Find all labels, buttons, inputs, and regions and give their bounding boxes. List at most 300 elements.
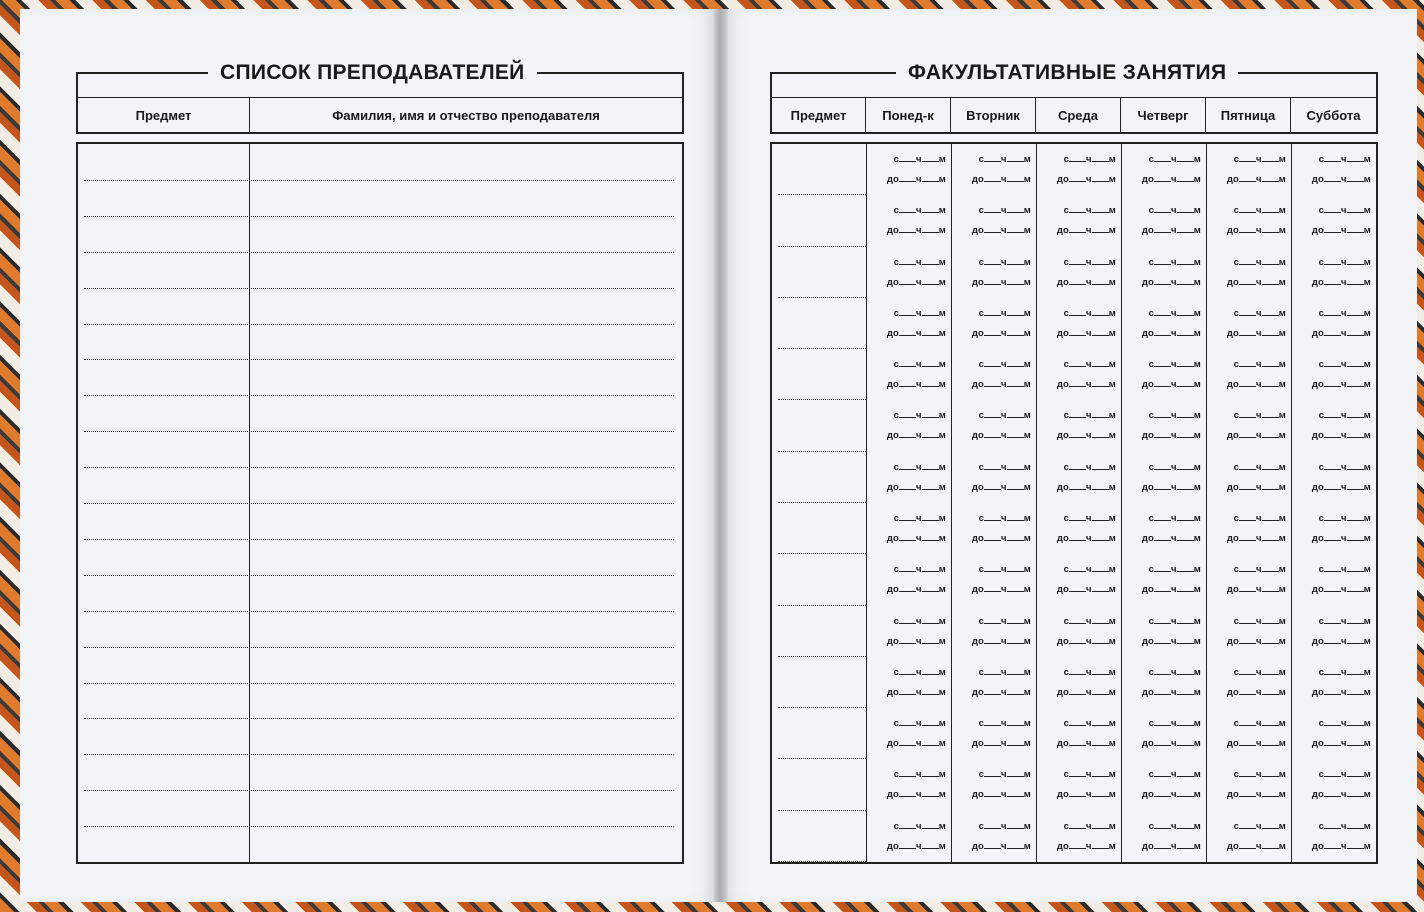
- time-to-line: до ч м: [1141, 481, 1201, 493]
- time-from-line: с ч м: [1148, 512, 1201, 524]
- time-from-line: с ч м: [1318, 718, 1371, 730]
- elective-subject-cell[interactable]: [772, 554, 866, 605]
- time-slot[interactable]: [1121, 247, 1206, 298]
- time-slot[interactable]: [1291, 759, 1376, 810]
- time-slot[interactable]: [866, 657, 951, 708]
- time-slot[interactable]: [866, 503, 951, 554]
- time-to-line: до ч м: [1226, 840, 1286, 852]
- time-to-line: до ч м: [1226, 225, 1286, 237]
- time-from-line: с ч м: [1318, 820, 1371, 832]
- time-from-line: с ч м: [1063, 512, 1116, 524]
- time-from-line: с ч м: [1318, 461, 1371, 473]
- time-to-line: до ч м: [1226, 686, 1286, 698]
- time-slot[interactable]: [951, 606, 1036, 657]
- time-from-line: с ч м: [1318, 564, 1371, 576]
- time-to-line: до ч м: [1311, 789, 1371, 801]
- elective-subject-cell[interactable]: [772, 195, 866, 246]
- writing-line: [84, 324, 674, 325]
- time-to-line: до ч м: [1141, 789, 1201, 801]
- time-to-line: до ч м: [971, 532, 1031, 544]
- time-to-line: до ч м: [1311, 738, 1371, 750]
- time-to-line: до ч м: [1056, 327, 1116, 339]
- writing-line: [84, 647, 674, 648]
- time-to-line: до ч м: [1056, 379, 1116, 391]
- column-header-6: Суббота: [1306, 107, 1361, 123]
- time-slot[interactable]: [1036, 606, 1121, 657]
- time-from-line: с ч м: [893, 205, 946, 217]
- time-from-line: с ч м: [1148, 154, 1201, 165]
- time-to-line: до ч м: [1056, 738, 1116, 750]
- time-to-line: до ч м: [971, 789, 1031, 801]
- time-from-line: с ч м: [893, 307, 946, 319]
- time-slot[interactable]: [1206, 606, 1291, 657]
- time-slot[interactable]: [1121, 195, 1206, 246]
- writing-line: [84, 252, 674, 253]
- time-slot[interactable]: [1291, 298, 1376, 349]
- column-header-0: Предмет: [772, 98, 866, 132]
- time-from-line: с ч м: [1233, 410, 1286, 422]
- time-slot[interactable]: [951, 452, 1036, 503]
- time-to-line: до ч м: [971, 327, 1031, 339]
- time-from-line: с ч м: [893, 154, 946, 165]
- electives-header-row: [772, 97, 1376, 132]
- time-to-line: до ч м: [1311, 584, 1371, 596]
- elective-subject-cell[interactable]: [772, 452, 866, 503]
- time-from-line: с ч м: [893, 410, 946, 422]
- column-header-5: Пятница: [1206, 98, 1291, 132]
- time-to-line: до ч м: [1226, 276, 1286, 288]
- time-from-line: с ч м: [1233, 154, 1286, 165]
- time-slot[interactable]: [1206, 657, 1291, 708]
- time-to-line: до ч м: [1056, 686, 1116, 698]
- elective-subject-cell[interactable]: [772, 708, 866, 759]
- time-from-line: с ч м: [1063, 718, 1116, 730]
- time-slot[interactable]: [1121, 298, 1206, 349]
- time-slot[interactable]: [866, 708, 951, 759]
- book-spine-shadow: [714, 9, 728, 902]
- time-slot[interactable]: [1036, 759, 1121, 810]
- time-from-line: с ч м: [893, 718, 946, 730]
- time-slot[interactable]: [1036, 503, 1121, 554]
- electives-title: ФАКУЛЬТАТИВНЫЕ ЗАНЯТИЯ: [896, 61, 1238, 85]
- time-from-line: с ч м: [1148, 615, 1201, 627]
- time-slot[interactable]: [1206, 195, 1291, 246]
- time-to-line: до ч м: [971, 686, 1031, 698]
- column-header-1: Понед-к: [866, 98, 951, 132]
- time-slot[interactable]: [951, 708, 1036, 759]
- time-from-line: с ч м: [893, 461, 946, 473]
- time-from-line: с ч м: [1148, 410, 1201, 422]
- time-from-line: с ч м: [978, 256, 1031, 268]
- time-to-line: до ч м: [971, 276, 1031, 288]
- time-from-line: с ч м: [893, 769, 946, 781]
- time-slot[interactable]: [1291, 606, 1376, 657]
- writing-line: [84, 539, 674, 540]
- time-to-line: до ч м: [971, 225, 1031, 237]
- time-from-line: с ч м: [978, 205, 1031, 217]
- time-to-line: до ч м: [1311, 840, 1371, 852]
- time-slot[interactable]: [1206, 554, 1291, 605]
- time-slot[interactable]: [1206, 349, 1291, 400]
- time-from-line: с ч м: [1063, 666, 1116, 678]
- time-to-line: до ч м: [1141, 225, 1201, 237]
- time-slot[interactable]: [1291, 503, 1376, 554]
- time-slot[interactable]: [951, 759, 1036, 810]
- time-slot[interactable]: [1121, 144, 1206, 195]
- time-from-line: с ч м: [1318, 359, 1371, 371]
- time-slot[interactable]: [1036, 452, 1121, 503]
- time-from-line: с ч м: [1148, 205, 1201, 217]
- time-from-line: с ч м: [978, 359, 1031, 371]
- writing-line: [84, 431, 674, 432]
- time-to-line: до ч м: [886, 174, 946, 185]
- elective-subject-cell[interactable]: [772, 144, 866, 195]
- time-slot[interactable]: [866, 298, 951, 349]
- time-to-line: до ч м: [1056, 532, 1116, 544]
- time-to-line: до ч м: [886, 327, 946, 339]
- writing-line: [84, 611, 674, 612]
- column-header-4: Четверг: [1121, 98, 1206, 132]
- elective-subject-cell[interactable]: [772, 657, 866, 708]
- time-to-line: до ч м: [971, 584, 1031, 596]
- time-from-line: с ч м: [1148, 461, 1201, 473]
- time-from-line: с ч м: [1318, 666, 1371, 678]
- time-from-line: с ч м: [1148, 718, 1201, 730]
- column-header-subject: Предмет: [78, 98, 250, 132]
- writing-line: [84, 575, 674, 576]
- time-slot[interactable]: [951, 503, 1036, 554]
- elective-subject-cell[interactable]: [772, 400, 866, 451]
- time-slot[interactable]: [1036, 195, 1121, 246]
- time-slot[interactable]: [1121, 349, 1206, 400]
- time-to-line: до ч м: [1311, 276, 1371, 288]
- writing-line: [84, 718, 674, 719]
- time-to-line: до ч м: [1226, 174, 1286, 185]
- time-to-line: до ч м: [886, 276, 946, 288]
- time-to-line: до ч м: [1056, 225, 1116, 237]
- time-from-line: с ч м: [978, 820, 1031, 832]
- time-slot[interactable]: [951, 811, 1036, 862]
- time-from-line: с ч м: [1233, 461, 1286, 473]
- time-slot[interactable]: [951, 144, 1036, 195]
- time-to-line: до ч м: [886, 686, 946, 698]
- time-slot[interactable]: [1121, 452, 1206, 503]
- time-slot[interactable]: [1291, 144, 1376, 195]
- time-slot[interactable]: [1291, 657, 1376, 708]
- time-to-line: до ч м: [1141, 430, 1201, 442]
- time-to-line: до ч м: [1141, 532, 1201, 544]
- elective-subject-cell[interactable]: [772, 349, 866, 400]
- time-to-line: до ч м: [1141, 327, 1201, 339]
- time-to-line: до ч м: [1226, 635, 1286, 647]
- time-from-line: с ч м: [978, 307, 1031, 319]
- time-to-line: до ч м: [1226, 430, 1286, 442]
- time-from-line: с ч м: [978, 564, 1031, 576]
- time-slot[interactable]: [1291, 811, 1376, 862]
- time-from-line: с ч м: [1318, 512, 1371, 524]
- time-slot[interactable]: [866, 606, 951, 657]
- time-from-line: с ч м: [1063, 615, 1116, 627]
- time-from-line: с ч м: [1148, 666, 1201, 678]
- time-to-line: до ч м: [1056, 174, 1116, 185]
- time-slot[interactable]: [1291, 349, 1376, 400]
- time-from-line: с ч м: [1063, 205, 1116, 217]
- time-to-line: до ч м: [1056, 789, 1116, 801]
- time-from-line: с ч м: [1148, 256, 1201, 268]
- time-from-line: с ч м: [978, 461, 1031, 473]
- time-slot[interactable]: [951, 195, 1036, 246]
- time-slot[interactable]: [1036, 349, 1121, 400]
- time-from-line: с ч м: [1233, 666, 1286, 678]
- time-to-line: до ч м: [886, 532, 946, 544]
- time-slot[interactable]: [866, 554, 951, 605]
- time-to-line: до ч м: [886, 635, 946, 647]
- time-slot[interactable]: [951, 349, 1036, 400]
- time-from-line: с ч м: [1063, 769, 1116, 781]
- time-to-line: до ч м: [1311, 430, 1371, 442]
- writing-line: [84, 288, 674, 289]
- time-to-line: до ч м: [1141, 738, 1201, 750]
- time-to-line: до ч м: [971, 430, 1031, 442]
- time-to-line: до ч м: [1311, 481, 1371, 493]
- time-slot[interactable]: [1121, 554, 1206, 605]
- writing-line: [84, 790, 674, 791]
- time-to-line: до ч м: [1226, 532, 1286, 544]
- time-slot[interactable]: [1036, 247, 1121, 298]
- time-from-line: с ч м: [1318, 256, 1371, 268]
- elective-subject-cell[interactable]: [772, 247, 866, 298]
- electives-table-body: [770, 142, 1378, 864]
- time-slot[interactable]: [866, 144, 951, 195]
- time-to-line: до ч м: [886, 481, 946, 493]
- time-to-line: до ч м: [971, 379, 1031, 391]
- time-from-line: с ч м: [978, 154, 1031, 165]
- writing-line: [84, 216, 674, 217]
- time-to-line: до ч м: [1226, 789, 1286, 801]
- time-from-line: с ч м: [893, 820, 946, 832]
- time-slot[interactable]: [1206, 503, 1291, 554]
- time-to-line: до ч м: [1141, 584, 1201, 596]
- time-to-line: до ч м: [886, 789, 946, 801]
- writing-line: [84, 503, 674, 504]
- elective-subject-cell[interactable]: [772, 759, 866, 810]
- column-header-2: Вторник: [951, 98, 1036, 132]
- time-from-line: с ч м: [1148, 564, 1201, 576]
- writing-line: [84, 683, 674, 684]
- time-from-line: с ч м: [1063, 410, 1116, 422]
- time-slot[interactable]: [1291, 554, 1376, 605]
- time-slot[interactable]: [951, 247, 1036, 298]
- writing-line: [84, 180, 674, 181]
- time-slot[interactable]: [1291, 195, 1376, 246]
- subject-writing-line: [778, 861, 866, 862]
- time-to-line: до ч м: [1141, 840, 1201, 852]
- right-page: [720, 9, 1417, 902]
- time-from-line: с ч м: [893, 666, 946, 678]
- time-to-line: до ч м: [1141, 276, 1201, 288]
- elective-subject-cell[interactable]: [772, 503, 866, 554]
- time-to-line: до ч м: [971, 738, 1031, 750]
- time-from-line: с ч м: [1318, 307, 1371, 319]
- time-to-line: до ч м: [886, 225, 946, 237]
- time-from-line: с ч м: [1233, 820, 1286, 832]
- time-from-line: с ч м: [1063, 256, 1116, 268]
- time-to-line: до ч м: [1311, 379, 1371, 391]
- left-page: [20, 9, 720, 902]
- time-from-line: с ч м: [978, 718, 1031, 730]
- time-slot[interactable]: [866, 811, 951, 862]
- teachers-table-body: [76, 142, 684, 864]
- time-from-line: с ч м: [1063, 461, 1116, 473]
- time-to-line: до ч м: [886, 430, 946, 442]
- time-from-line: с ч м: [1148, 307, 1201, 319]
- time-to-line: до ч м: [1311, 686, 1371, 698]
- time-slot[interactable]: [1036, 708, 1121, 759]
- time-from-line: с ч м: [1318, 154, 1371, 165]
- time-to-line: до ч м: [1311, 225, 1371, 237]
- time-slot[interactable]: [1206, 452, 1291, 503]
- writing-line: [84, 359, 674, 360]
- time-to-line: до ч м: [1056, 481, 1116, 493]
- time-to-line: до ч м: [886, 840, 946, 852]
- time-slot[interactable]: [1121, 503, 1206, 554]
- time-from-line: с ч м: [978, 512, 1031, 524]
- time-slot[interactable]: [866, 400, 951, 451]
- time-slot[interactable]: [1291, 400, 1376, 451]
- time-slot[interactable]: [1291, 708, 1376, 759]
- time-slot[interactable]: [951, 657, 1036, 708]
- time-slot[interactable]: [866, 349, 951, 400]
- time-from-line: с ч м: [893, 512, 946, 524]
- time-to-line: до ч м: [1311, 327, 1371, 339]
- time-from-line: с ч м: [893, 615, 946, 627]
- time-to-line: до ч м: [971, 174, 1031, 185]
- time-slot[interactable]: [951, 554, 1036, 605]
- time-slot[interactable]: [1291, 452, 1376, 503]
- time-from-line: с ч м: [978, 410, 1031, 422]
- time-to-line: до ч м: [886, 379, 946, 391]
- elective-subject-cell[interactable]: [772, 811, 866, 862]
- time-to-line: до ч м: [1311, 532, 1371, 544]
- time-from-line: с ч м: [1233, 307, 1286, 319]
- time-to-line: до ч м: [1226, 379, 1286, 391]
- time-from-line: с ч м: [1063, 154, 1116, 165]
- time-slot[interactable]: [1121, 657, 1206, 708]
- time-from-line: с ч м: [1063, 359, 1116, 371]
- time-from-line: с ч м: [1233, 564, 1286, 576]
- time-to-line: до ч м: [1226, 584, 1286, 596]
- time-to-line: до ч м: [1311, 635, 1371, 647]
- time-to-line: до ч м: [1141, 635, 1201, 647]
- teachers-title: СПИСОК ПРЕПОДАВАТЕЛЕЙ: [208, 61, 537, 85]
- time-slot[interactable]: [951, 400, 1036, 451]
- time-from-line: с ч м: [1318, 205, 1371, 217]
- teachers-header-row: [78, 97, 682, 132]
- time-slot[interactable]: [1036, 657, 1121, 708]
- time-slot[interactable]: [866, 759, 951, 810]
- time-from-line: с ч м: [1063, 820, 1116, 832]
- time-slot[interactable]: [1206, 400, 1291, 451]
- time-to-line: до ч м: [1056, 635, 1116, 647]
- time-from-line: с ч м: [1148, 769, 1201, 781]
- time-slot[interactable]: [1206, 298, 1291, 349]
- time-slot[interactable]: [1036, 144, 1121, 195]
- writing-line: [84, 754, 674, 755]
- time-slot[interactable]: [1121, 759, 1206, 810]
- time-from-line: с ч м: [1318, 410, 1371, 422]
- time-from-line: с ч м: [1233, 615, 1286, 627]
- time-to-line: до ч м: [886, 584, 946, 596]
- writing-line: [84, 467, 674, 468]
- time-to-line: до ч м: [1141, 379, 1201, 391]
- time-from-line: с ч м: [1148, 820, 1201, 832]
- time-slot[interactable]: [1206, 708, 1291, 759]
- time-to-line: до ч м: [1226, 738, 1286, 750]
- time-slot[interactable]: [1121, 708, 1206, 759]
- time-slot[interactable]: [866, 247, 951, 298]
- time-from-line: с ч м: [1063, 564, 1116, 576]
- time-to-line: до ч м: [1056, 276, 1116, 288]
- time-from-line: с ч м: [978, 666, 1031, 678]
- writing-line: [84, 395, 674, 396]
- elective-subject-cell[interactable]: [772, 298, 866, 349]
- time-from-line: с ч м: [893, 256, 946, 268]
- electives-grid: [772, 144, 1376, 862]
- time-slot[interactable]: [1206, 811, 1291, 862]
- time-slot[interactable]: [1121, 606, 1206, 657]
- time-from-line: с ч м: [1233, 205, 1286, 217]
- time-slot[interactable]: [1036, 298, 1121, 349]
- time-slot[interactable]: [866, 452, 951, 503]
- time-from-line: с ч м: [1063, 307, 1116, 319]
- time-to-line: до ч м: [971, 840, 1031, 852]
- time-from-line: с ч м: [1233, 718, 1286, 730]
- time-from-line: с ч м: [1148, 359, 1201, 371]
- time-slot[interactable]: [1206, 759, 1291, 810]
- time-to-line: до ч м: [1141, 686, 1201, 698]
- time-slot[interactable]: [951, 298, 1036, 349]
- column-header-3: Среда: [1036, 98, 1121, 132]
- time-slot[interactable]: [1206, 144, 1291, 195]
- column-header-teacher-name: Фамилия, имя и отчество преподавателя: [332, 107, 600, 123]
- time-slot[interactable]: [1036, 811, 1121, 862]
- time-slot[interactable]: [1206, 247, 1291, 298]
- time-to-line: до ч м: [971, 481, 1031, 493]
- time-from-line: с ч м: [893, 359, 946, 371]
- time-from-line: с ч м: [978, 615, 1031, 627]
- time-slot[interactable]: [1291, 247, 1376, 298]
- time-to-line: до ч м: [1226, 481, 1286, 493]
- time-to-line: до ч м: [886, 738, 946, 750]
- time-slot[interactable]: [1036, 554, 1121, 605]
- time-slot[interactable]: [1036, 400, 1121, 451]
- elective-subject-cell[interactable]: [772, 606, 866, 657]
- time-from-line: с ч м: [1233, 769, 1286, 781]
- time-to-line: до ч м: [1311, 174, 1371, 185]
- time-slot[interactable]: [1121, 811, 1206, 862]
- time-from-line: с ч м: [978, 769, 1031, 781]
- time-slot[interactable]: [866, 195, 951, 246]
- time-to-line: до ч м: [1226, 327, 1286, 339]
- time-from-line: с ч м: [1233, 256, 1286, 268]
- time-from-line: с ч м: [1318, 769, 1371, 781]
- time-to-line: до ч м: [1141, 174, 1201, 185]
- writing-line: [84, 826, 674, 827]
- time-to-line: до ч м: [971, 635, 1031, 647]
- time-slot[interactable]: [1121, 400, 1206, 451]
- time-from-line: с ч м: [1233, 512, 1286, 524]
- time-from-line: с ч м: [1318, 615, 1371, 627]
